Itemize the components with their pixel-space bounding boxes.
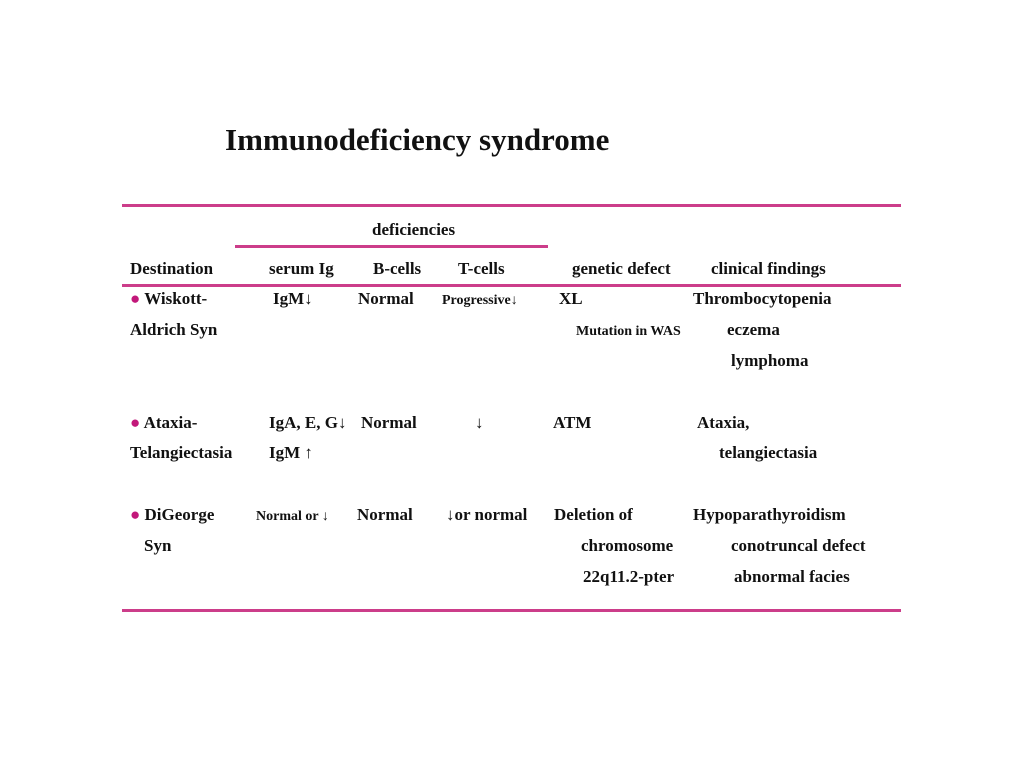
col-header-genetic-defect: genetic defect (572, 259, 671, 278)
cell-clinical-line2: eczema (727, 320, 780, 339)
cell-t-cells: Progressive↓ (442, 293, 518, 308)
page-title: Immunodeficiency syndrome (225, 122, 610, 157)
table-top-rule (122, 204, 901, 207)
cell-t-cells: ↓or normal (446, 505, 528, 524)
cell-genetic-line1: Deletion of (554, 505, 633, 524)
table-row-name (130, 289, 207, 309)
cell-genetic-line1: ATM (553, 413, 592, 432)
cell-serum-ig: IgM↓ (273, 289, 313, 308)
row-name-line2: Syn (144, 536, 172, 555)
row-name-line1: Ataxia- (143, 413, 198, 432)
cell-serum-ig-line1: IgA, E, G↓ (269, 413, 347, 432)
cell-b-cells: Normal (358, 289, 414, 308)
row-name-line1: DiGeorge (144, 505, 215, 524)
row-name-line1: Wiskott- (144, 289, 208, 308)
cell-clinical-line3: lymphoma (731, 351, 809, 370)
cell-b-cells: Normal (361, 413, 417, 432)
cell-b-cells: Normal (357, 505, 413, 524)
col-header-clinical-findings: clinical findings (711, 259, 826, 278)
deficiencies-underline (235, 245, 548, 248)
cell-t-cells: ↓ (475, 413, 484, 432)
cell-clinical-line1: Hypoparathyroidism (693, 505, 846, 524)
cell-clinical-line1: Thrombocytopenia (693, 289, 832, 308)
header-bottom-rule (122, 284, 901, 287)
cell-serum-ig-line2: IgM ↑ (269, 443, 313, 462)
col-header-destination: Destination (130, 259, 214, 278)
row-name-line2: Telangiectasia (130, 443, 233, 462)
cell-clinical-line1: Ataxia, (697, 413, 750, 432)
cell-genetic-line1: XL (559, 289, 583, 308)
cell-clinical-line2: telangiectasia (719, 443, 818, 462)
deficiencies-group-label: deficiencies (372, 220, 456, 239)
col-header-serum-ig: serum Ig (269, 259, 334, 278)
cell-clinical-line2: conotruncal defect (731, 536, 866, 555)
cell-genetic-line3: 22q11.2-pter (583, 567, 675, 586)
cell-genetic-line2: chromosome (581, 536, 674, 555)
bullet-icon: ● (130, 289, 141, 308)
table-bottom-rule (122, 609, 901, 612)
cell-clinical-line3: abnormal facies (734, 567, 850, 586)
table-row-name (130, 413, 197, 433)
table-row-name (130, 505, 214, 525)
bullet-icon: ● (130, 505, 141, 524)
cell-serum-ig: Normal or ↓ (256, 509, 329, 524)
col-header-b-cells: B-cells (373, 259, 422, 278)
cell-genetic-line2: Mutation in WAS (576, 324, 681, 339)
row-name-line2: Aldrich Syn (130, 320, 218, 339)
col-header-t-cells: T-cells (458, 259, 505, 278)
bullet-icon: ● (130, 413, 141, 432)
